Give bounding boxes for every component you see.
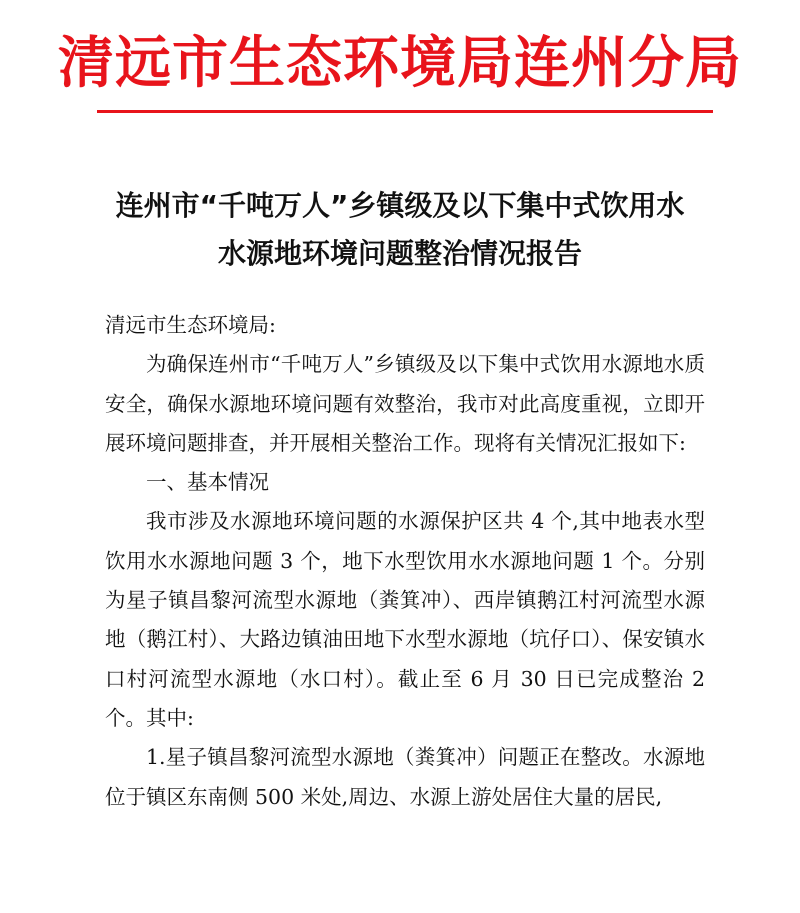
- document-body: [105, 306, 705, 817]
- salutation: 清远市生态环境局:: [105, 313, 276, 337]
- list-item-1: 1.星子镇昌黎河流型水源地（粪箕冲）问题正在整改。水源地位于镇区东南侧 500 米处,周边、水源上游处居住大量的居民,: [105, 745, 705, 809]
- document-title: [80, 182, 720, 278]
- section-paragraph-basic-info: 我市涉及水源地环境问题的水源保护区共 4 个,其中地表水型饮用水水源地问题 3 个，地下水型饮用水水源地问题 1 个。分别为星子镇昌黎河流型水源地（粪箕冲）、西岸镇鹅江村河流型水源地（鹅江村）、大路边镇油田地下水型水源地（坑仔口）、保安镇水口村河流型水源地（水口村）。截止至 6 月 30 日已完成整治 2 个。其中:: [105, 509, 705, 730]
- letterhead-red-rule: [97, 110, 713, 113]
- document-title-line-2: 水源地环境问题整治情况报告: [217, 237, 582, 270]
- section-heading-basic-info: 一、基本情况: [146, 470, 269, 495]
- document-title-line-1: 连州市“千吨万人”乡镇级及以下集中式饮用水: [115, 189, 685, 222]
- letterhead-org-name: 清远市生态环境局连州分局: [58, 31, 742, 96]
- intro-paragraph: 为确保连州市“千吨万人”乡镇级及以下集中式饮用水源地水质安全，确保水源地环境问题有效整治，我市对此高度重视，立即开展环境问题排查，并开展相关整治工作。现将有关情况汇报如下:: [105, 352, 705, 455]
